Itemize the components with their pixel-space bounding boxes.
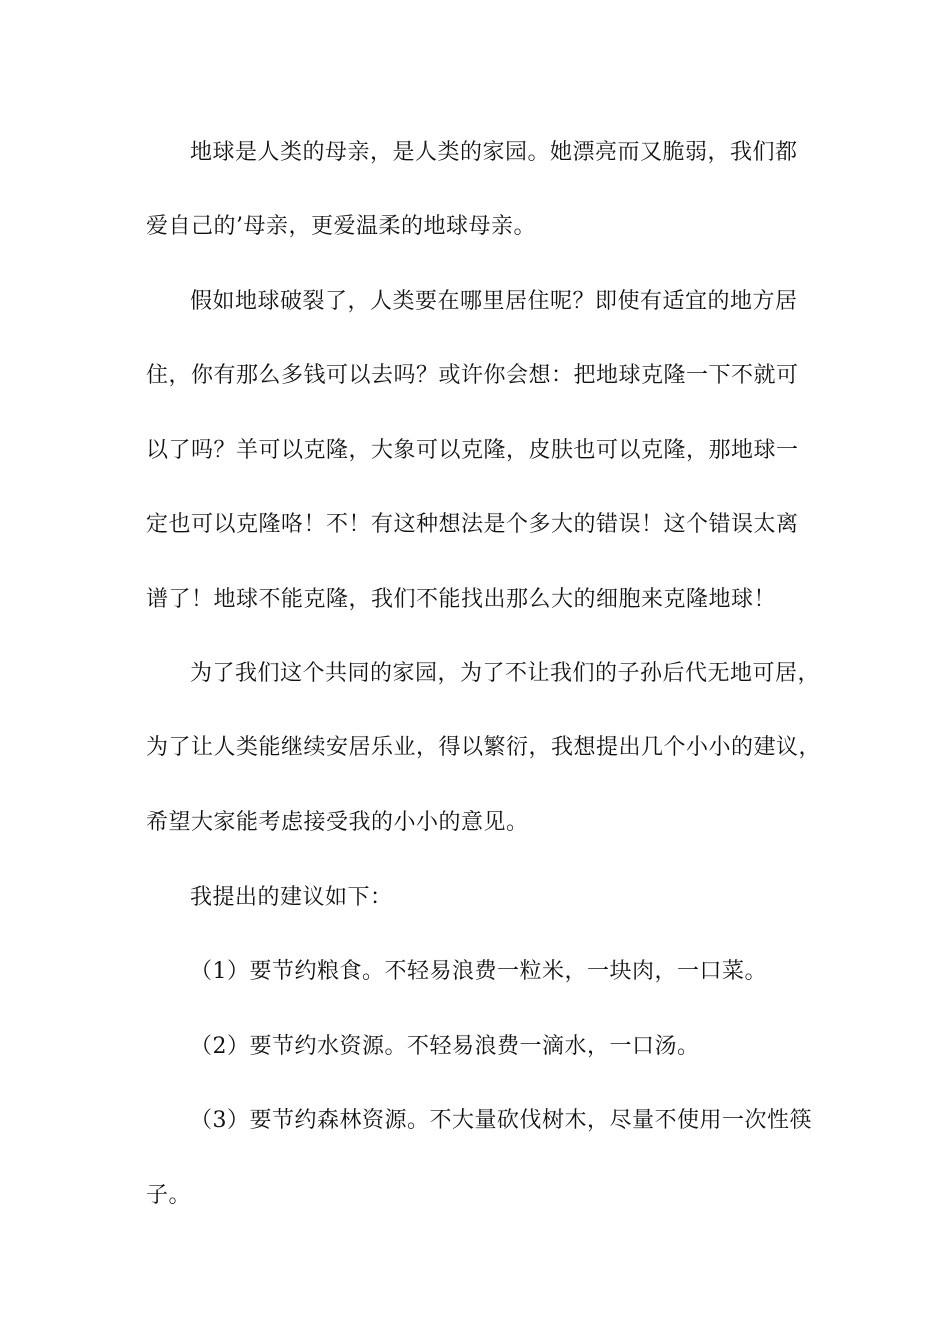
- paragraph-3-line-3: 希望大家能考虑接受我的小小的意见。: [146, 810, 529, 835]
- suggestion-item-2: （2）要节约水资源。不轻易浪费一滴水，一口汤。: [190, 1034, 700, 1059]
- paragraph-1-line-2: 爱自己的’母亲，更爱温柔的地球母亲。: [146, 214, 536, 239]
- paragraph-1-line-1: 地球是人类的母亲，是人类的家园。她漂亮而又脆弱，我们都: [190, 140, 798, 165]
- suggestion-item-3-line-1: （3）要节约森林资源。不大量砍伐树木，尽量不使用一次性筷: [190, 1108, 812, 1133]
- suggestion-item-3-line-2: 子。: [146, 1183, 192, 1208]
- paragraph-3-line-1: 为了我们这个共同的家园，为了不让我们的子孙后代无地可居，: [190, 661, 821, 686]
- paragraph-3-line-2: 为了让人类能继续安居乐业，得以繁衍，我想提出几个小小的建议，: [146, 735, 822, 760]
- suggestion-item-1: （1）要节约粮食。不轻易浪费一粒米，一块肉，一口菜。: [190, 959, 767, 984]
- paragraph-2-line-2: 住，你有那么多钱可以去吗？或许你会想：把地球克隆一下不就可: [146, 363, 799, 388]
- suggestions-heading: 我提出的建议如下：: [190, 885, 393, 910]
- paragraph-2-line-1: 假如地球破裂了，人类要在哪里居住呢？即使有适宜的地方居: [190, 289, 798, 314]
- paragraph-2-line-5: 谱了！地球不能克隆，我们不能找出那么大的细胞来克隆地球！: [146, 587, 777, 612]
- paragraph-2-line-3: 以了吗？羊可以克隆，大象可以克隆，皮肤也可以克隆，那地球一: [146, 438, 799, 463]
- paragraph-2-line-4: 定也可以克隆咯！不！有这种想法是个多大的错误！这个错误太离: [146, 512, 799, 537]
